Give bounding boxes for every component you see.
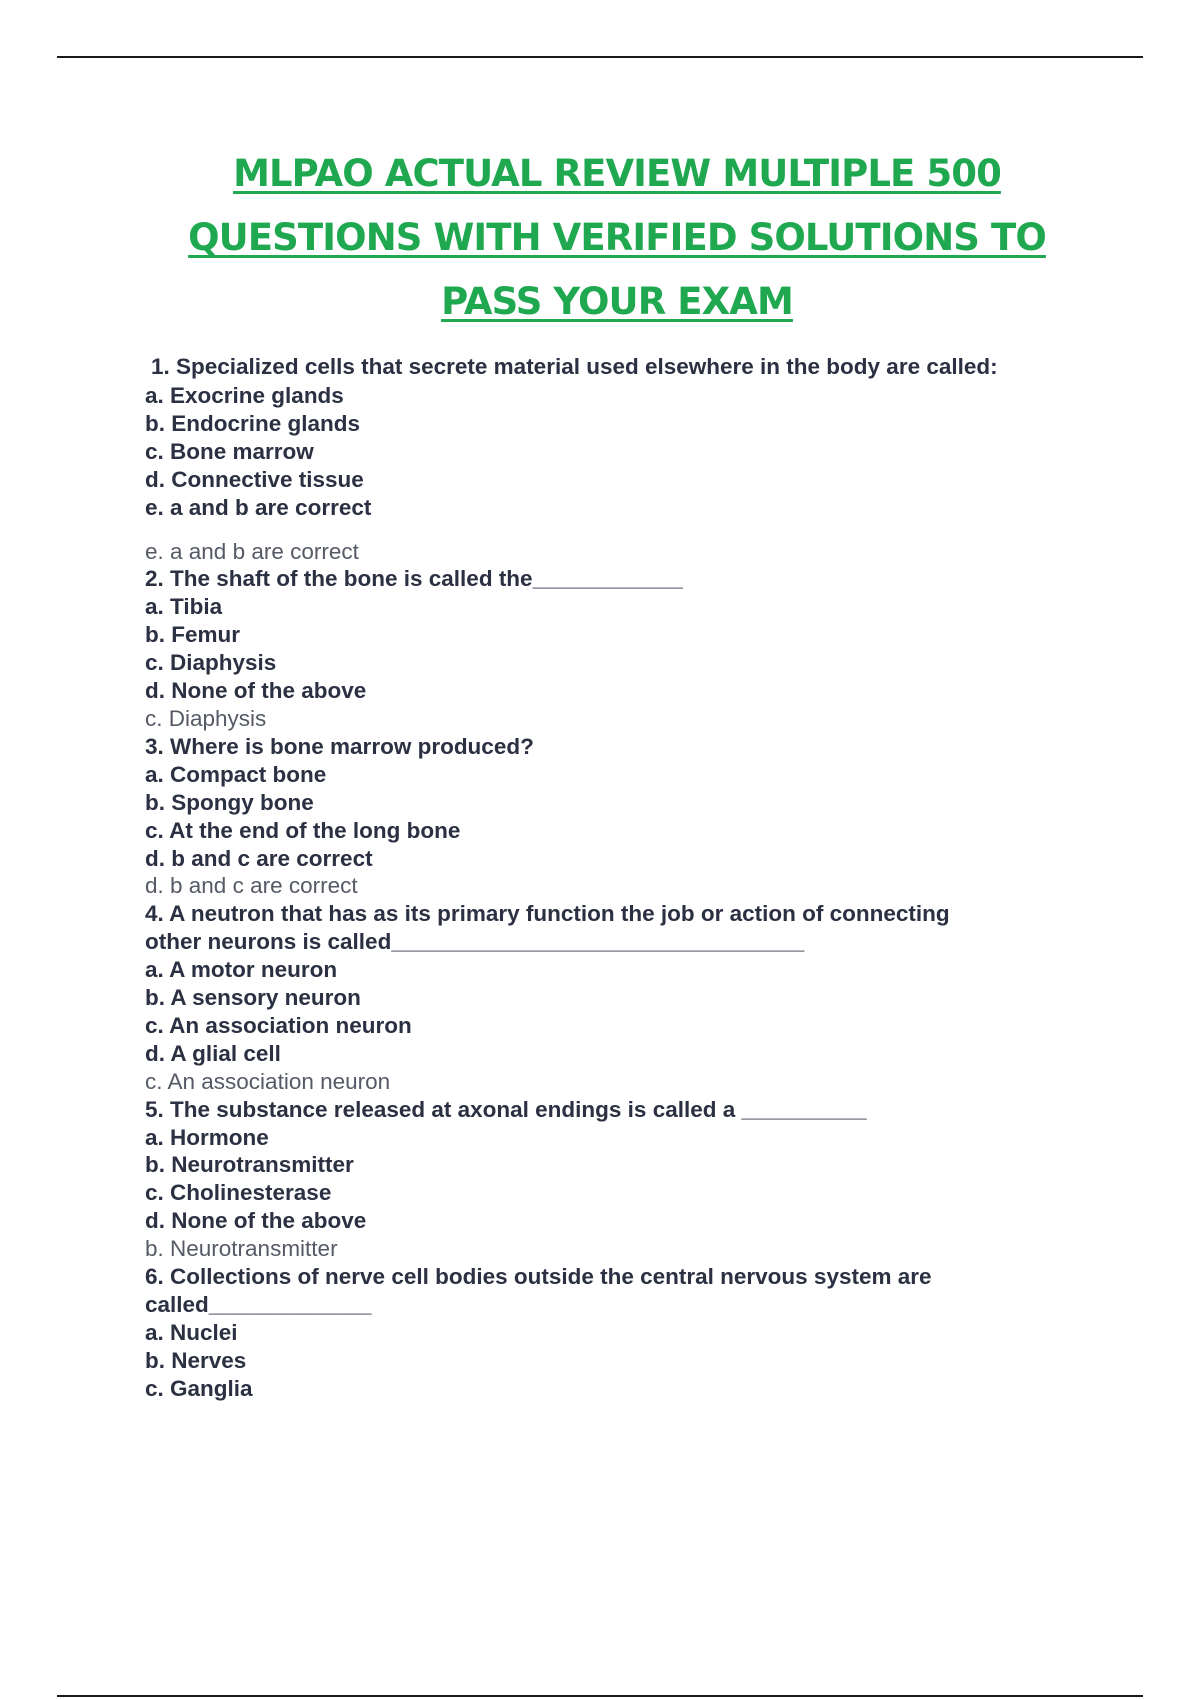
question-4-option-a: a. A motor neuron: [145, 957, 338, 983]
question-4-text-line-2: other neurons is called_________________________________: [145, 929, 805, 955]
question-2-option-c: c. Diaphysis: [145, 650, 277, 676]
question-2-answer: c. Diaphysis: [145, 705, 267, 731]
question-4-option-d: d. A glial cell: [145, 1040, 281, 1066]
question-3-option-c: c. At the end of the long bone: [145, 817, 461, 843]
question-3-text: 3. Where is bone marrow produced?: [145, 733, 534, 759]
question-1-option-c: c. Bone marrow: [145, 438, 314, 464]
question-4-option-b: b. A sensory neuron: [145, 985, 361, 1011]
question-1-option-a: a. Exocrine glands: [145, 383, 344, 408]
question-4-answer: c. An association neuron: [145, 1068, 391, 1094]
question-1-answer: e. a and b are correct: [145, 538, 359, 564]
question-6-option-c: c. Ganglia: [145, 1375, 253, 1401]
question-1-text: 1. Specialized cells that secrete material used elsewhere in the body are called:: [151, 354, 998, 379]
question-5-answer: b. Neurotransmitter: [145, 1236, 338, 1262]
bottom-rule: [57, 1695, 1143, 1697]
question-2-option-b: b. Femur: [145, 622, 241, 648]
question-1-option-b: b. Endocrine glands: [145, 410, 361, 436]
question-1-option-e: e. a and b are correct: [145, 494, 372, 520]
question-5-option-c: c. Cholinesterase: [145, 1180, 332, 1206]
question-6-text-line-1: 6. Collections of nerve cell bodies outside the central nervous system are: [145, 1264, 932, 1290]
question-2-text: 2. The shaft of the bone is called the____________: [145, 566, 683, 592]
question-6-option-a: a. Nuclei: [145, 1319, 238, 1345]
title-line-2: QUESTIONS WITH VERIFIED SOLUTIONS TO: [188, 216, 1046, 259]
document-title: [60, 142, 1174, 334]
question-2-option-a: a. Tibia: [145, 594, 223, 620]
title-line-3: PASS YOUR EXAM: [441, 280, 793, 323]
question-4-option-c: c. An association neuron: [145, 1012, 412, 1038]
top-rule: [57, 56, 1143, 58]
question-3-option-d: d. b and c are correct: [145, 845, 373, 871]
question-4-text-line-1: 4. A neutron that has as its primary function the job or action of connecting: [145, 901, 950, 927]
spacer: [145, 522, 1105, 538]
question-6-text-line-2: called_____________: [145, 1292, 372, 1317]
questions-list: [145, 352, 1105, 1403]
question-5-text: 5. The substance released at axonal endings is called a __________: [145, 1096, 867, 1122]
question-1-option-d: d. Connective tissue: [145, 466, 364, 492]
question-2-option-d: d. None of the above: [145, 678, 367, 704]
title-line-1: MLPAO ACTUAL REVIEW MULTIPLE 500: [233, 152, 1001, 195]
question-3-option-b: b. Spongy bone: [145, 789, 314, 815]
question-3-answer: d. b and c are correct: [145, 873, 358, 899]
question-3-option-a: a. Compact bone: [145, 761, 327, 787]
question-5-option-d: d. None of the above: [145, 1208, 367, 1234]
question-5-option-b: b. Neurotransmitter: [145, 1152, 354, 1178]
question-5-option-a: a. Hormone: [145, 1124, 269, 1150]
question-6-option-b: b. Nerves: [145, 1347, 247, 1373]
